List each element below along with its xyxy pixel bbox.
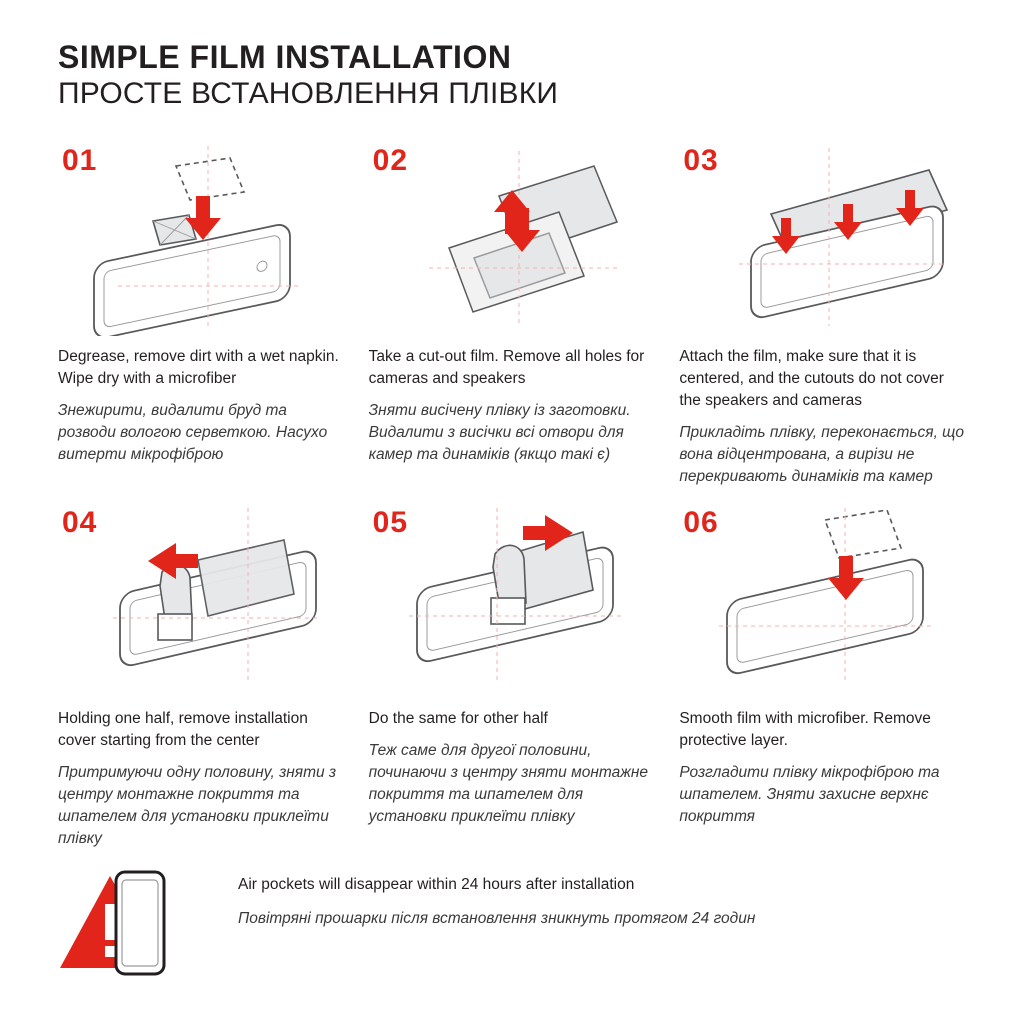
film-align-phone-icon (679, 136, 979, 336)
step-01-illustration (58, 136, 345, 336)
step-03 (679, 136, 966, 488)
peel-other-half-icon (369, 498, 669, 698)
step-01 (58, 136, 345, 488)
steps-grid (58, 136, 966, 850)
step-04 (58, 498, 345, 850)
page-title-en: SIMPLE FILM INSTALLATION (58, 39, 512, 75)
step-02 (369, 136, 656, 488)
step-number: 03 (683, 144, 719, 178)
step-text-uk: Теж саме для другої половини, починаючи з центру зняти монтажне покриття та шпателем для установки приклеїти плівку (368, 742, 649, 826)
step-text-en: Attach the film, make sure that it is centered, and the cutouts do not cover the speakers and cameras (679, 348, 944, 410)
step-02-illustration (369, 136, 656, 336)
peel-liner-squeegee-icon (58, 498, 358, 698)
step-number: 05 (372, 506, 409, 540)
step-04-illustration (58, 498, 345, 698)
warning-triangle-icon (58, 868, 218, 978)
step-text-en: Holding one half, remove installation cover starting from the center (58, 710, 308, 750)
step-06 (679, 498, 966, 850)
phone-outline-icon (116, 872, 164, 974)
step-text-en: Smooth film with microfiber. Remove protective layer. (679, 710, 931, 750)
step-05-illustration (369, 498, 656, 698)
step-text-uk: Розгладити плівку мікрофіброю та шпателем. Зняти захисне верхнє покриття (679, 764, 940, 826)
step-text-uk: Знежирити, видалити бруд та розводи вологою серветкою. Насухо витерти мікрофіброю (58, 402, 328, 464)
step-number: 06 (683, 506, 719, 540)
smooth-microfiber-remove-top-icon (679, 498, 979, 698)
step-text-uk: Притримуючи одну половину, зняти з центру монтажне покриття та шпателем для установки приклеїти плівку (58, 764, 337, 848)
step-05 (369, 498, 656, 850)
step-03-illustration (679, 136, 966, 336)
step-06-illustration (679, 498, 966, 698)
footer-text (238, 868, 966, 930)
phone-wipe-napkin-icon (58, 136, 358, 336)
header (58, 40, 966, 110)
step-text-uk: Прикладіть плівку, переконається, що вона відцентрована, а вирізи не перекривають динаміків та камер (679, 424, 964, 486)
step-number: 02 (372, 144, 409, 178)
footer-text-en: Air pockets will disappear within 24 hours after installation (238, 876, 635, 893)
step-text-uk: Зняти висічену плівку із заготовки. Видалити з висічки всі отвори для камер та динаміків (якщо такі є) (368, 402, 631, 464)
step-number: 01 (62, 144, 98, 178)
footer-note (58, 868, 966, 978)
footer-icons (58, 868, 218, 978)
step-number: 04 (62, 506, 98, 540)
step-text-en: Do the same for other half (368, 710, 548, 728)
step-text-en: Take a cut-out film. Remove all holes for cameras and speakers (368, 348, 645, 388)
page-title-uk: ПРОСТЕ ВСТАНОВЛЕННЯ ПЛІВКИ (58, 76, 559, 110)
footer-text-uk: Повітряні прошарки після встановлення зникнуть протягом 24 годин (238, 910, 756, 927)
film-cutout-peel-icon (369, 136, 669, 336)
step-text-en: Degrease, remove dirt with a wet napkin. Wipe dry with a microfiber (58, 348, 339, 388)
